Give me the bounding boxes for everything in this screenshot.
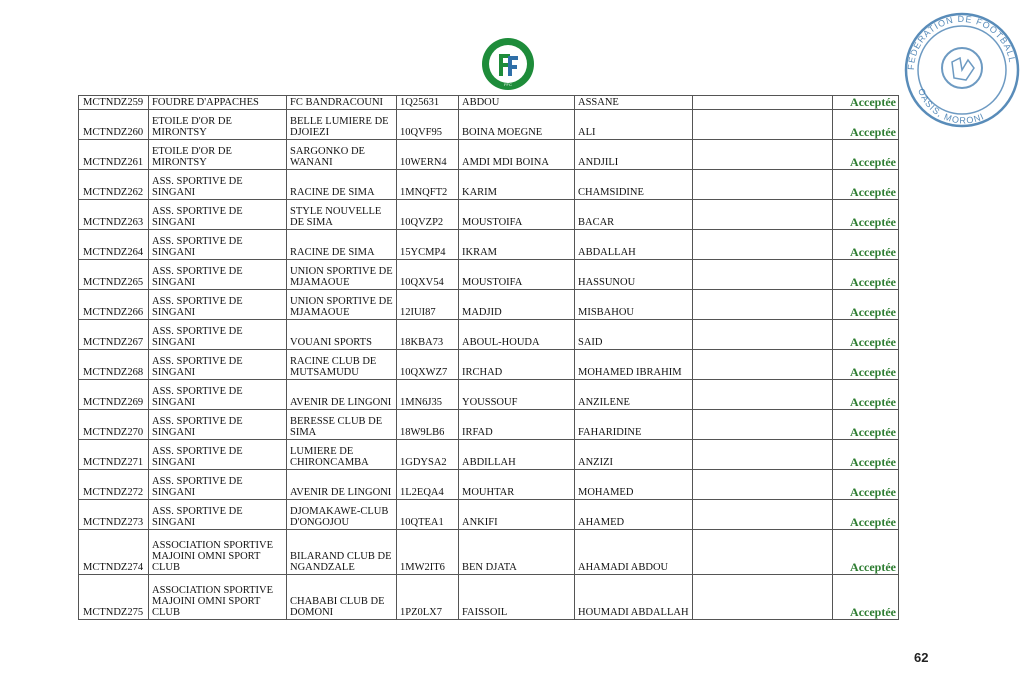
cell-status: Acceptée <box>833 380 899 410</box>
cell-team: BELLE LUMIERE DE DJOIEZI <box>287 110 397 140</box>
cell-blank <box>693 170 833 200</box>
cell-status: Acceptée <box>833 170 899 200</box>
cell-status: Acceptée <box>833 530 899 575</box>
cell-club: ASS. SPORTIVE DE SINGANI <box>149 320 287 350</box>
cell-status: Acceptée <box>833 410 899 440</box>
cell-code: MCTNDZ266 <box>79 290 149 320</box>
table-row <box>79 350 899 380</box>
cell-first-name: AHAMED <box>575 500 693 530</box>
cell-blank <box>693 320 833 350</box>
cell-id: 15YCMP4 <box>397 230 459 260</box>
cell-status: Acceptée <box>833 96 899 110</box>
cell-last-name: ABDILLAH <box>459 440 575 470</box>
cell-first-name: ANZILENE <box>575 380 693 410</box>
cell-blank <box>693 96 833 110</box>
cell-club: ASS. SPORTIVE DE SINGANI <box>149 260 287 290</box>
cell-status: Acceptée <box>833 470 899 500</box>
cell-club: ASSOCIATION SPORTIVE MAJOINI OMNI SPORT CLUB <box>149 530 287 575</box>
cell-code: MCTNDZ265 <box>79 260 149 290</box>
cell-last-name: ANKIFI <box>459 500 575 530</box>
table-row <box>79 290 899 320</box>
cell-status: Acceptée <box>833 440 899 470</box>
cell-status: Acceptée <box>833 230 899 260</box>
cell-code: MCTNDZ274 <box>79 530 149 575</box>
table-row <box>79 140 899 170</box>
stamp-text-bottom: OASIS, MORONI <box>915 86 986 126</box>
cell-club: FOUDRE D'APPACHES <box>149 96 287 110</box>
cell-team: STYLE NOUVELLE DE SIMA <box>287 200 397 230</box>
cell-code: MCTNDZ273 <box>79 500 149 530</box>
cell-id: 1L2EQA4 <box>397 470 459 500</box>
cell-team: SARGONKO DE WANANI <box>287 140 397 170</box>
cell-code: MCTNDZ270 <box>79 410 149 440</box>
cell-first-name: SAID <box>575 320 693 350</box>
cell-first-name: MOHAMED IBRAHIM <box>575 350 693 380</box>
cell-last-name: MOUSTOIFA <box>459 260 575 290</box>
cell-first-name: BACAR <box>575 200 693 230</box>
cell-team: LUMIERE DE CHIRONCAMBA <box>287 440 397 470</box>
table-row <box>79 96 899 110</box>
svg-text:OASIS, MORONI <box>916 87 986 125</box>
cell-code: MCTNDZ269 <box>79 380 149 410</box>
cell-first-name: HASSUNOU <box>575 260 693 290</box>
cell-last-name: KARIM <box>459 170 575 200</box>
table-row <box>79 530 899 575</box>
cell-blank <box>693 575 833 620</box>
table-row <box>79 230 899 260</box>
cell-club: ASS. SPORTIVE DE SINGANI <box>149 290 287 320</box>
cell-team: RACINE DE SIMA <box>287 170 397 200</box>
svg-text:FEDERATION DE FOOTBALL <box>906 14 1018 70</box>
cell-team: FC BANDRACOUNI <box>287 96 397 110</box>
cell-first-name: ANDJILI <box>575 140 693 170</box>
cell-id: 10QXWZ7 <box>397 350 459 380</box>
table-row <box>79 500 899 530</box>
cell-code: MCTNDZ263 <box>79 200 149 230</box>
cell-status: Acceptée <box>833 140 899 170</box>
cell-code: MCTNDZ259 <box>79 96 149 110</box>
cell-code: MCTNDZ260 <box>79 110 149 140</box>
table-row <box>79 320 899 350</box>
table-row <box>79 170 899 200</box>
cell-blank <box>693 110 833 140</box>
cell-club: ASS. SPORTIVE DE SINGANI <box>149 410 287 440</box>
cell-club: ASS. SPORTIVE DE SINGANI <box>149 170 287 200</box>
table-row <box>79 440 899 470</box>
cell-id: 18KBA73 <box>397 320 459 350</box>
cell-last-name: IKRAM <box>459 230 575 260</box>
cell-id: 1GDYSA2 <box>397 440 459 470</box>
cell-status: Acceptée <box>833 200 899 230</box>
cell-team: RACINE CLUB DE MUTSAMUDU <box>287 350 397 380</box>
cell-club: ETOILE D'OR DE MIRONTSY <box>149 110 287 140</box>
cell-first-name: FAHARIDINE <box>575 410 693 440</box>
official-stamp-icon <box>896 0 1024 144</box>
cell-team: BERESSE CLUB DE SIMA <box>287 410 397 440</box>
cell-first-name: MISBAHOU <box>575 290 693 320</box>
cell-blank <box>693 410 833 440</box>
cell-code: MCTNDZ261 <box>79 140 149 170</box>
cell-first-name: ANZIZI <box>575 440 693 470</box>
cell-id: 10WERN4 <box>397 140 459 170</box>
cell-club: ASS. SPORTIVE DE SINGANI <box>149 380 287 410</box>
cell-blank <box>693 530 833 575</box>
cell-blank <box>693 470 833 500</box>
cell-club: ASS. SPORTIVE DE SINGANI <box>149 200 287 230</box>
registration-table <box>78 95 899 620</box>
cell-id: 1MN6J35 <box>397 380 459 410</box>
cell-blank <box>693 290 833 320</box>
cell-status: Acceptée <box>833 500 899 530</box>
cell-blank <box>693 380 833 410</box>
cell-status: Acceptée <box>833 575 899 620</box>
table-row <box>79 380 899 410</box>
cell-code: MCTNDZ268 <box>79 350 149 380</box>
logo-text: FFC <box>504 82 512 87</box>
cell-team: CHABABI CLUB DE DOMONI <box>287 575 397 620</box>
cell-club: ASS. SPORTIVE DE SINGANI <box>149 350 287 380</box>
cell-last-name: IRFAD <box>459 410 575 440</box>
cell-last-name: YOUSSOUF <box>459 380 575 410</box>
cell-code: MCTNDZ275 <box>79 575 149 620</box>
cell-club: ASS. SPORTIVE DE SINGANI <box>149 500 287 530</box>
cell-blank <box>693 230 833 260</box>
table-row <box>79 260 899 290</box>
cell-blank <box>693 260 833 290</box>
cell-last-name: ABOUL-HOUDA <box>459 320 575 350</box>
cell-code: MCTNDZ264 <box>79 230 149 260</box>
federation-logo-icon <box>480 36 536 92</box>
cell-last-name: ABDOU <box>459 96 575 110</box>
cell-id: 1Q25631 <box>397 96 459 110</box>
cell-team: VOUANI SPORTS <box>287 320 397 350</box>
cell-last-name: MADJID <box>459 290 575 320</box>
cell-first-name: HOUMADI ABDALLAH <box>575 575 693 620</box>
cell-last-name: BOINA MOEGNE <box>459 110 575 140</box>
cell-first-name: MOHAMED <box>575 470 693 500</box>
cell-status: Acceptée <box>833 260 899 290</box>
cell-team: BILARAND CLUB DE NGANDZALE <box>287 530 397 575</box>
cell-team: AVENIR DE LINGONI <box>287 380 397 410</box>
cell-id: 1MNQFT2 <box>397 170 459 200</box>
cell-club: ETOILE D'OR DE MIRONTSY <box>149 140 287 170</box>
cell-last-name: BEN DJATA <box>459 530 575 575</box>
table-row <box>79 410 899 440</box>
cell-code: MCTNDZ267 <box>79 320 149 350</box>
cell-blank <box>693 500 833 530</box>
cell-team: DJOMAKAWE-CLUB D'ONGOJOU <box>287 500 397 530</box>
cell-first-name: ASSANE <box>575 96 693 110</box>
table-row <box>79 575 899 620</box>
page-number: 62 <box>914 650 929 665</box>
cell-blank <box>693 140 833 170</box>
cell-code: MCTNDZ271 <box>79 440 149 470</box>
cell-team: UNION SPORTIVE DE MJAMAOUE <box>287 290 397 320</box>
cell-blank <box>693 200 833 230</box>
cell-blank <box>693 440 833 470</box>
cell-blank <box>693 350 833 380</box>
cell-last-name: MOUSTOIFA <box>459 200 575 230</box>
cell-code: MCTNDZ262 <box>79 170 149 200</box>
stamp-text-top: FEDERATION DE FOOTBALL <box>905 13 1018 71</box>
cell-team: UNION SPORTIVE DE MJAMAOUE <box>287 260 397 290</box>
cell-id: 10QVZP2 <box>397 200 459 230</box>
cell-id: 12IUI87 <box>397 290 459 320</box>
cell-status: Acceptée <box>833 350 899 380</box>
cell-team: AVENIR DE LINGONI <box>287 470 397 500</box>
cell-id: 1MW2IT6 <box>397 530 459 575</box>
cell-club: ASSOCIATION SPORTIVE MAJOINI OMNI SPORT CLUB <box>149 575 287 620</box>
table-row <box>79 200 899 230</box>
cell-last-name: AMDI MDI BOINA <box>459 140 575 170</box>
cell-last-name: MOUHTAR <box>459 470 575 500</box>
table-row <box>79 110 899 140</box>
cell-club: ASS. SPORTIVE DE SINGANI <box>149 230 287 260</box>
cell-club: ASS. SPORTIVE DE SINGANI <box>149 440 287 470</box>
cell-id: 10QVF95 <box>397 110 459 140</box>
table-row <box>79 470 899 500</box>
cell-status: Acceptée <box>833 290 899 320</box>
cell-team: RACINE DE SIMA <box>287 230 397 260</box>
cell-id: 10QTEA1 <box>397 500 459 530</box>
cell-first-name: ABDALLAH <box>575 230 693 260</box>
cell-first-name: ALI <box>575 110 693 140</box>
cell-first-name: AHAMADI ABDOU <box>575 530 693 575</box>
cell-id: 18W9LB6 <box>397 410 459 440</box>
cell-id: 1PZ0LX7 <box>397 575 459 620</box>
registration-table-body <box>79 96 899 620</box>
cell-first-name: CHAMSIDINE <box>575 170 693 200</box>
cell-last-name: FAISSOIL <box>459 575 575 620</box>
cell-last-name: IRCHAD <box>459 350 575 380</box>
cell-code: MCTNDZ272 <box>79 470 149 500</box>
cell-club: ASS. SPORTIVE DE SINGANI <box>149 470 287 500</box>
cell-id: 10QXV54 <box>397 260 459 290</box>
cell-status: Acceptée <box>833 320 899 350</box>
cell-status: Acceptée <box>833 110 899 140</box>
